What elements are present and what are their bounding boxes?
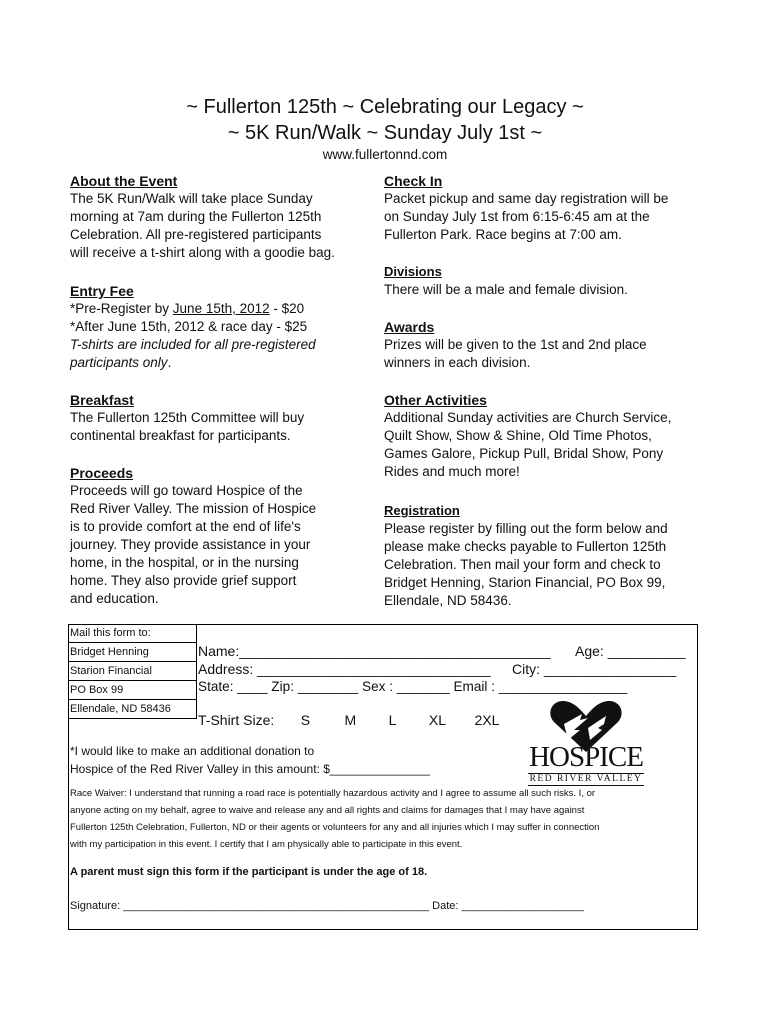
proceeds-heading: Proceeds [70,465,134,481]
registration-section [384,502,704,610]
event-title: ~ Fullerton 125th ~ Celebrating our Legacy ~ [186,96,584,118]
awards-text: Prizes will be given to the 1st and 2nd place winners in each division. [384,337,647,370]
other-activities-heading: Other Activities [384,392,487,408]
state-zip-sex-email-fields[interactable]: State: ____ Zip: ________ Sex : _______ Email : _________________ [198,679,628,694]
registration-heading: Registration [384,503,460,518]
tshirt-size-label: T-Shirt Size: [198,712,275,728]
hospice-wordmark: HOSPICE [529,741,643,773]
breakfast-heading: Breakfast [70,392,134,408]
mail-to-address: Mail this form to: Bridget Henning Starion Financial PO Box 99 Ellendale, ND 58436 [68,624,197,719]
tshirt-size-l[interactable]: L [388,712,397,728]
breakfast-text: The Fullerton 125th Committee will buy continental breakfast for participants. [70,410,305,443]
checkin-heading: Check In [384,173,443,189]
other-activities-section [384,391,704,481]
tshirt-size-s[interactable]: S [300,712,311,728]
about-text: The 5K Run/Walk will take place Sunday morning at 7am during the Fullerton 125th Celebration. All pre-registered participants will receive a t-shirt along with a goodie bag. [70,191,335,260]
age-field[interactable]: Age: __________ [575,643,686,659]
hospice-tagline: RED RIVER VALLEY [529,774,643,784]
about-heading: About the Event [70,173,178,189]
tshirt-size-row [198,712,499,730]
tshirt-size-2xl[interactable]: 2XL [474,712,500,728]
address-field[interactable]: Address: ______________________________ [198,661,491,677]
mail-to-label: Mail this form to: [68,624,196,643]
divisions-text: There will be a male and female division. [384,282,628,297]
city-field[interactable]: City: _________________ [512,661,677,677]
parent-signature-note: A parent must sign this form if the participant is under the age of 18. [70,866,428,878]
awards-heading: Awards [384,319,435,335]
awards-section [384,318,704,372]
other-activities-text: Additional Sunday activities are Church Service, Quilt Show, Show & Shine, Old Time Photos, Games Galore, Pickup Pull, Bridal Show, Pony Rides and much more! [384,410,672,479]
event-website[interactable]: www.fullertonnd.com [322,147,448,162]
tshirt-size-m[interactable]: M [344,712,357,728]
entry-fee-heading: Entry Fee [70,283,134,299]
donation-field[interactable]: *I would like to make an additional donation to Hospice of the Red River Valley in this amount: $_______________ [70,744,431,776]
registration-text: Please register by filling out the form below and please make checks payable to Fullerton 125th Celebration. Then mail your form and check to Bridget Henning, Starion Financial, PO Box 99, Ellendale, ND 58436. [384,521,668,608]
race-waiver: Race Waiver: I understand that running a road race is potentially hazardous activity and I agree to assume all such risks. I, or anyone acting on my behalf, agree to waive and release any and all rights and claims for damages that I may have against Fullerton 125th Celebration, Fullerton, ND or their agents or volunteers for any and all injuries which I may suffer in connection with my participation in this event. I certify that I am physically able to participate in this event. [70,788,600,850]
entry-fee-text: *Pre-Register by June 15th, 2012 - $20 *After June 15th, 2012 & race day - $25 T-shirts are included for all pre-registered participants only. [70,301,316,370]
divisions-heading: Divisions [384,264,442,279]
proceeds-text: Proceeds will go toward Hospice of the Red River Valley. The mission of Hospice is to provide comfort at the end of life's journey. They provide assistance in your home, in the hospital, or in the nursing home. They also provide grief support and education. [70,483,317,606]
event-subtitle: ~ 5K Run/Walk ~ Sunday July 1st ~ [227,122,543,144]
tshirt-size-xl[interactable]: XL [428,712,446,728]
signature-date-field[interactable]: Signature: __________________________________________________ Date: ____________________ [70,900,584,912]
proceeds-section [70,464,370,608]
checkin-text: Packet pickup and same day registration will be on Sunday July 1st from 6:15-6:45 am at the Fullerton Park. Race begins at 7:00 am. [384,191,669,242]
breakfast-section [70,391,370,445]
divisions-section [384,263,704,299]
hospice-logo [524,694,648,786]
checkin-section [384,172,704,244]
about-section [70,172,370,262]
name-field[interactable]: Name:________________________________________ [198,643,551,659]
entry-fee-section [70,282,370,372]
